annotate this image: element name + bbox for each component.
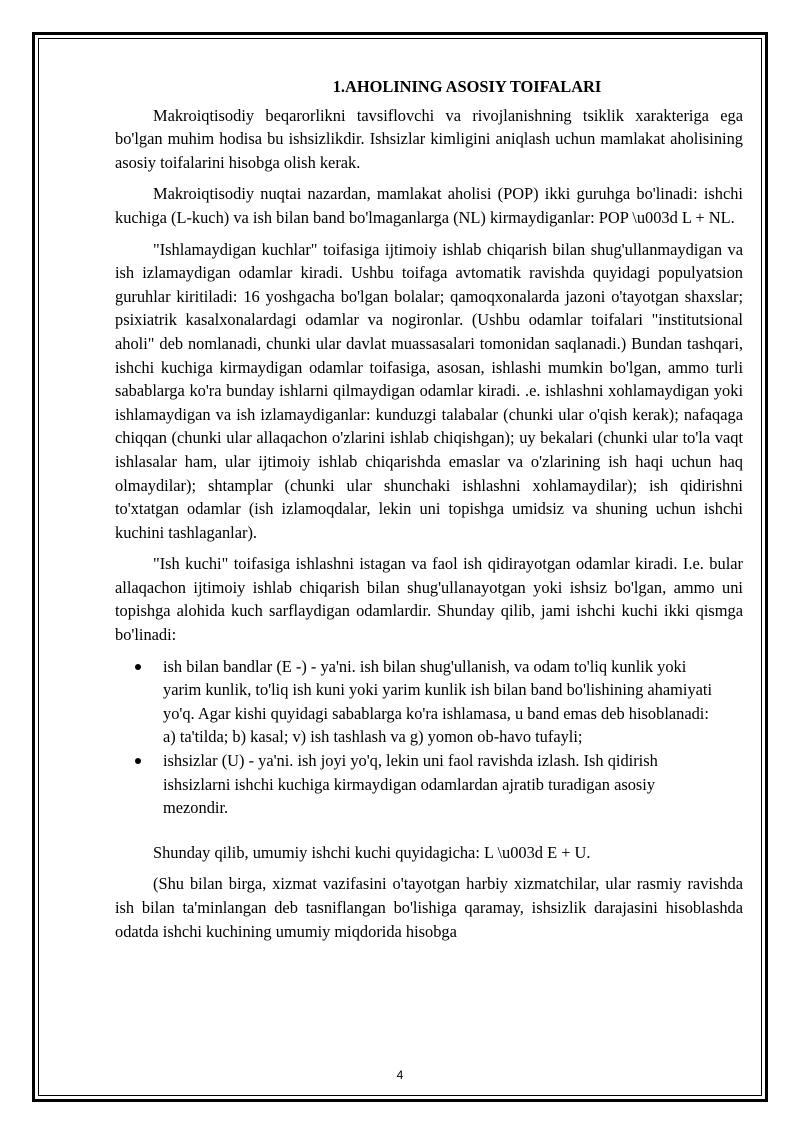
bullet-item (163, 655, 743, 749)
bullet-text: ishsizlar (U) - ya'ni. ish joyi yo'q, lekin uni faol ravishda izlash. Ish qidirish ishsizlarni ishchi kuchiga kirmaydigan odamlardan ajratib turadigan asosiy mezondir. (163, 751, 658, 818)
paragraph: "Ishlamaydigan kuchlar" toifasiga ijtimoiy ishlab chiqarish bilan shug'ullanmaydigan va ish izlamaydigan odamlar kiradi. Ushbu toifaga avtomatik ravishda quyidagi populyatsion guruhlar kiritiladi: 16 yoshgacha bo'lgan bolalar; qamoqxonalarda jazoni o'tayotgan shaxslar; psixiatrik kasalxonalardagi odamlar va nogironlar. (Ushbu odamlar toifalari "institutsional aholi" deb nomlanadi, chunki ular davlat muassasalari tomonidan saqlanadi.) Bundan tashqari, ishchi kuchiga kirmaydigan odamlar toifasiga, asosan, ishlashi mumkin bo'lgan, ammo turli sabablarga ko'ra bunday ishlarni qilmaydigan odamlar kiradi. .e. ishlashni xohlamaydigan yoki ishlamaydigan va ish izlamaydiganlar: kunduzgi talabalar (chunki ular o'qish kerak); nafaqaga chiqqan (chunki ular allaqachon o'zlarini ishlab chiqishgan); uy bekalari (chunki ular to'la vaqt ishlasalar ham, ular ijtimoiy ishlab chiqarishda emaslar va o'zlarining ish haqi uchun haq olmaydilar); shtamplar (chunki ular shunchaki ishlashni xohlamaydilar); ish qidirishni to'xtatgan odamlar (ish izlamoqdalar, lekin uni topishga umidsiz va shuning uchun ishchi kuchini tashlaganlar). (115, 239, 743, 542)
paragraph: "Ish kuchi" toifasiga ishlashni istagan va faol ish qidirayotgan odamlar kiradi. I.e. bular allaqachon ijtimoiy ishlab chiqarish bilan shug'ullanayotgan yoki ishsiz bo'lgan, ammo uni topishga alohida kuch sarflaydigan odamlardir. Shunday qilib, jami ishchi kuchi ikki qismga bo'linadi: (115, 554, 743, 645)
paragraph: Makroiqtisodiy nuqtai nazardan, mamlakat aholisi (POP) ikki guruhga bo'linadi: ishchi kuchiga (L-kuch) va ish bilan band bo'lmaganlarga (NL) kirmaydiganlar: POP \u003d L + NL. (115, 184, 743, 227)
paragraph: Makroiqtisodiy beqarorlikni tavsiflovchi va rivojlanishning tsiklik xarakteriga ega bo'lgan muhim hodisa bu ishsizlikdir. Ishsizlar kimligini aniqlash uchun mamlakat aholisining asosiy toifalarini hisobga olish kerak. (115, 105, 743, 172)
page-number: 4 (396, 1068, 404, 1082)
bullet-list (115, 655, 743, 820)
bullet-text: ish bilan bandlar (E -) - ya'ni. ish bilan shug'ullanish, va odam to'liq kunlik yoki yarim kunlik, to'liq ish kuni yoki yarim kunlik ish bilan band bo'lishining ahamiyati yo'q. Agar kishi quyidagi sabablarga ko'ra ishlamasa, u band emas deb hisoblanadi: a) ta'tilda; b) kasal; v) ish tashlash va g) yomon ob-havo tufayli; (163, 656, 713, 747)
section-title: 1.AHOLINING ASOSIY TOIFALARI (332, 77, 602, 96)
bullet-item (163, 749, 743, 820)
paragraph: Shunday qilib, umumiy ishchi kuchi quyidagicha: L \u003d E + U. (153, 842, 591, 862)
document-body (115, 62, 743, 951)
paragraph: (Shu bilan birga, xizmat vazifasini o'tayotgan harbiy xizmatchilar, ular rasmiy ravishda ish bilan ta'minlangan deb tasniflangan bo'lishiga qaramay, ishsizlik darajasini hisoblashda odatda ishchi kuchining umumiy miqdorida hisobga (115, 874, 743, 941)
bullet-icon (135, 758, 141, 764)
bullet-icon (135, 664, 141, 670)
